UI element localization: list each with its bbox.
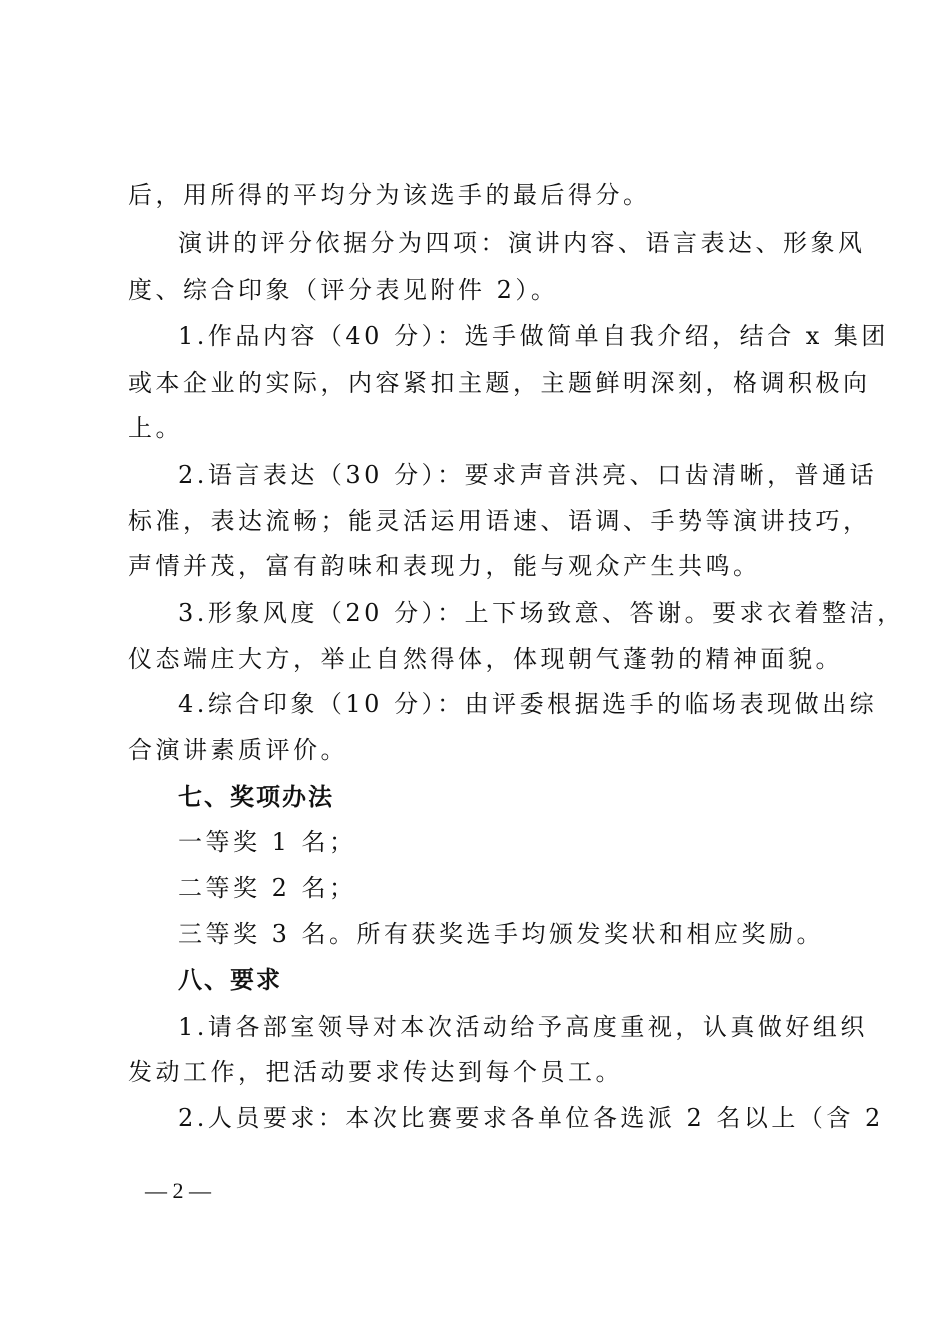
paragraph-line: 1.作品内容（40 分）：选手做简单自我介绍，结合 x 集团: [178, 322, 889, 350]
section-heading: 八、要求: [178, 965, 282, 994]
paragraph-line: 后，用所得的平均分为该选手的最后得分。: [128, 181, 651, 209]
paragraph-line: 或本企业的实际，内容紧扣主题，主题鲜明深刻，格调积极向: [128, 369, 871, 397]
page-number: — 2 —: [145, 1178, 211, 1203]
paragraph-line: 声情并茂，富有韵味和表现力，能与观众产生共鸣。: [128, 552, 761, 580]
paragraph-line: 仪态端庄大方，举止自然得体，体现朝气蓬勃的精神面貌。: [128, 645, 843, 673]
section-heading: 七、奖项办法: [178, 782, 334, 811]
paragraph-line: 演讲的评分依据分为四项：演讲内容、语言表达、形象风: [178, 229, 866, 257]
paragraph-line: 二等奖 2 名；: [178, 874, 357, 902]
paragraph-line: 2.语言表达（30 分）：要求声音洪亮、口齿清晰，普通话: [178, 461, 878, 489]
paragraph-line: 3.形象风度（20 分）：上下场致意、答谢。要求衣着整洁，: [178, 599, 905, 627]
paragraph-line: 1.请各部室领导对本次活动给予高度重视，认真做好组织: [178, 1013, 868, 1041]
paragraph-line: 三等奖 3 名。所有获奖选手均颁发奖状和相应奖励。: [178, 920, 825, 948]
paragraph-line: 度、综合印象（评分表见附件 2）。: [128, 276, 559, 304]
paragraph-line: 4.综合印象（10 分）：由评委根据选手的临场表现做出综: [178, 690, 878, 718]
paragraph-line: 发动工作，把活动要求传达到每个员工。: [128, 1058, 623, 1086]
paragraph-line: 标准，表达流畅；能灵活运用语速、语调、手势等演讲技巧，: [128, 507, 871, 535]
paragraph-line: 上。: [128, 414, 183, 442]
paragraph-line: 2.人员要求：本次比赛要求各单位各选派 2 名以上（含 2: [178, 1104, 884, 1132]
paragraph-line: 一等奖 1 名；: [178, 828, 357, 856]
paragraph-line: 合演讲素质评价。: [128, 736, 348, 764]
